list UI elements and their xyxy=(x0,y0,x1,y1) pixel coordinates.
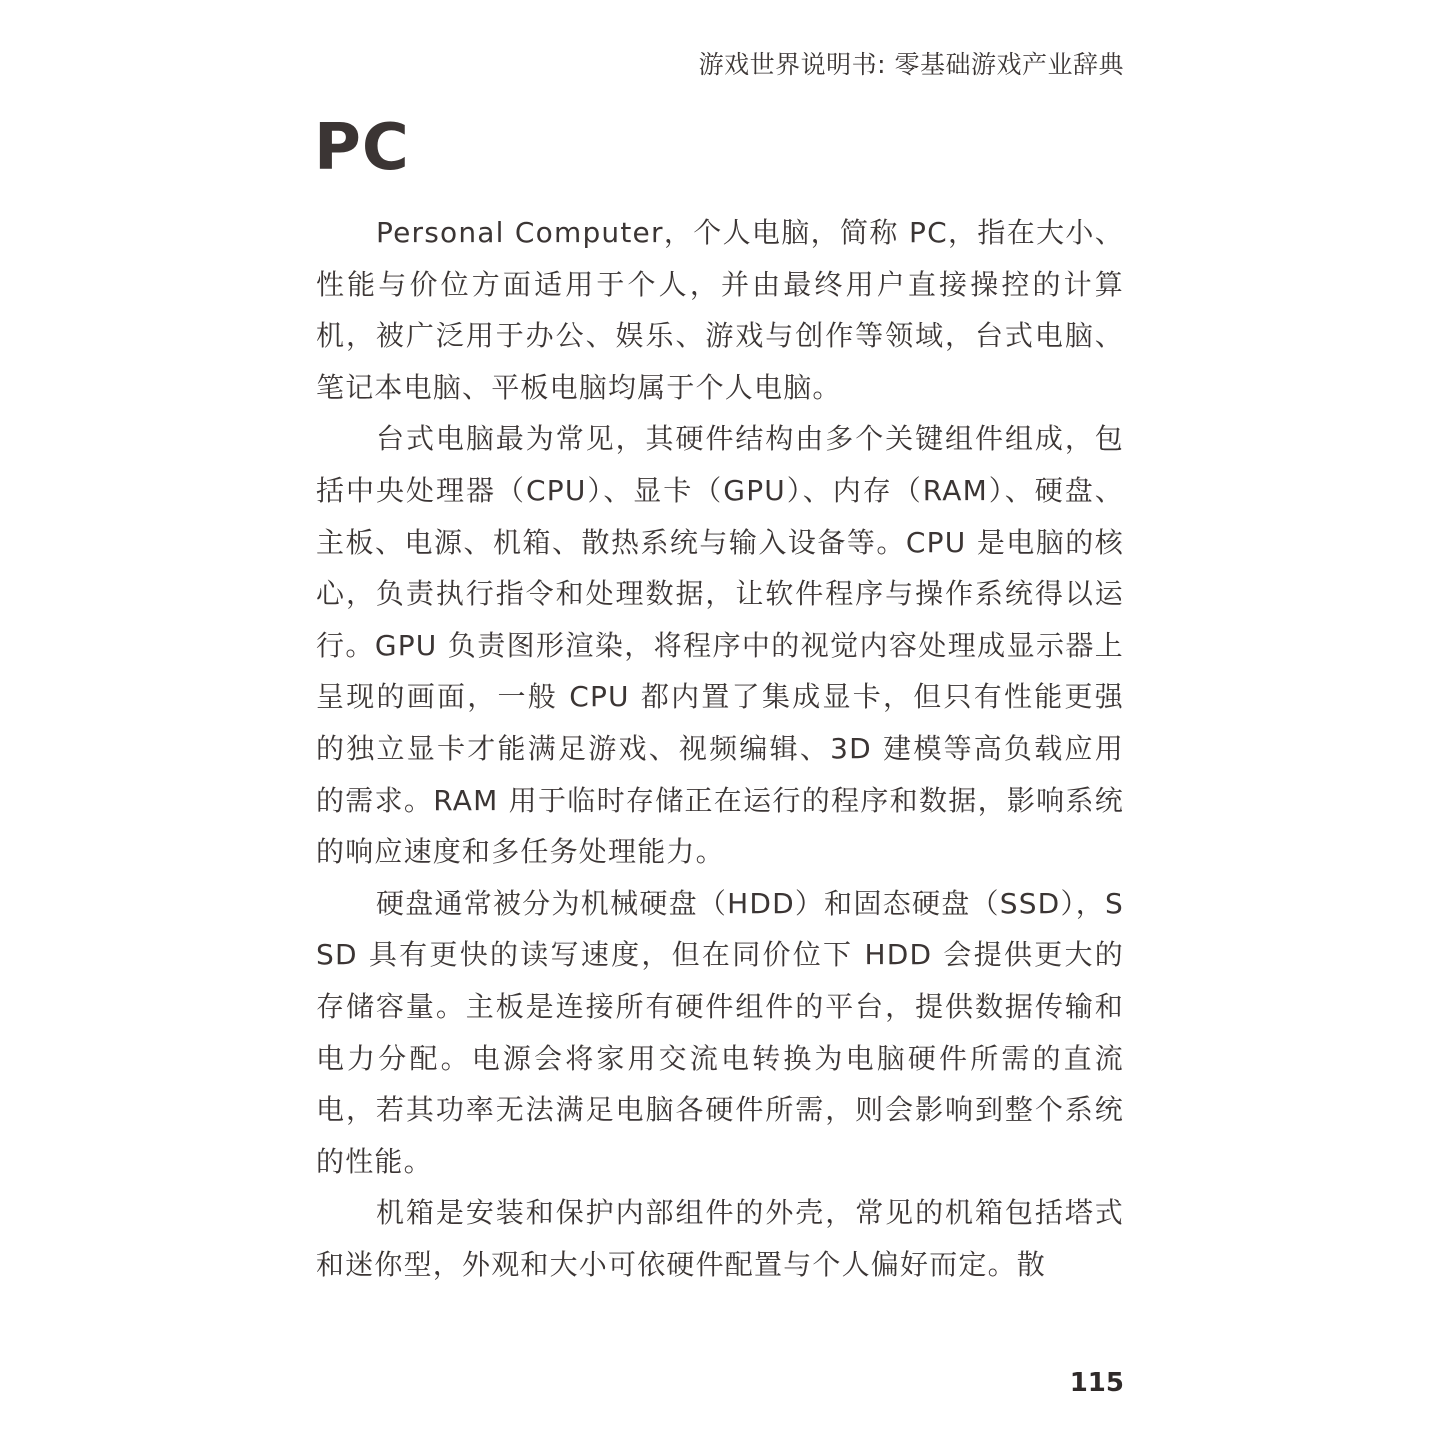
paragraph-definition: Personal Computer，个人电脑，简称 PC，指在大小、性能与价位方面适用于个人，并由最终用户直接操控的计算机，被广泛用于办公、娱乐、游戏与创作等领域，台式电脑、笔记本电脑、平板电脑均属于个人电脑。 xyxy=(316,216,1124,404)
entry-title: PC xyxy=(314,111,410,185)
page-number: 115 xyxy=(1069,1368,1124,1398)
running-head: 游戏世界说明书: 零基础游戏产业辞典 xyxy=(698,50,1124,79)
paragraph-case: 机箱是安装和保护内部组件的外壳，常见的机箱包括塔式和迷你型，外观和大小可依硬件配置与个人偏好而定。散 xyxy=(316,1196,1124,1281)
entry-body xyxy=(316,207,1124,1290)
paragraph-desktop-components: 台式电脑最为常见，其硬件结构由多个关键组件组成，包括中央处理器（CPU）、显卡（GPU）、内存（RAM）、硬盘、主板、电源、机箱、散热系统与输入设备等。CPU 是电脑的核心，负责执行指令和处理数据，让软件程序与操作系统得以运行。GPU 负责图形渲染，将程序中的视觉内容处理成显示器上呈现的画面，一般 CPU 都内置了集成显卡，但只有性能更强的独立显卡才能满足游戏、视频编辑、3D 建模等高负载应用的需求。RAM 用于临时存储正在运行的程序和数据，影响系统的响应速度和多任务处理能力。 xyxy=(316,422,1124,869)
paragraph-storage-and-power: 硬盘通常被分为机械硬盘（HDD）和固态硬盘（SSD），SSD 具有更快的读写速度，但在同价位下 HDD 会提供更大的存储容量。主板是连接所有硬件组件的平台，提供数据传输和电力分配。电源会将家用交流电转换为电脑硬件所需的直流电，若其功率无法满足电脑各硬件所需，则会影响到整个系统的性能。 xyxy=(316,886,1124,1178)
